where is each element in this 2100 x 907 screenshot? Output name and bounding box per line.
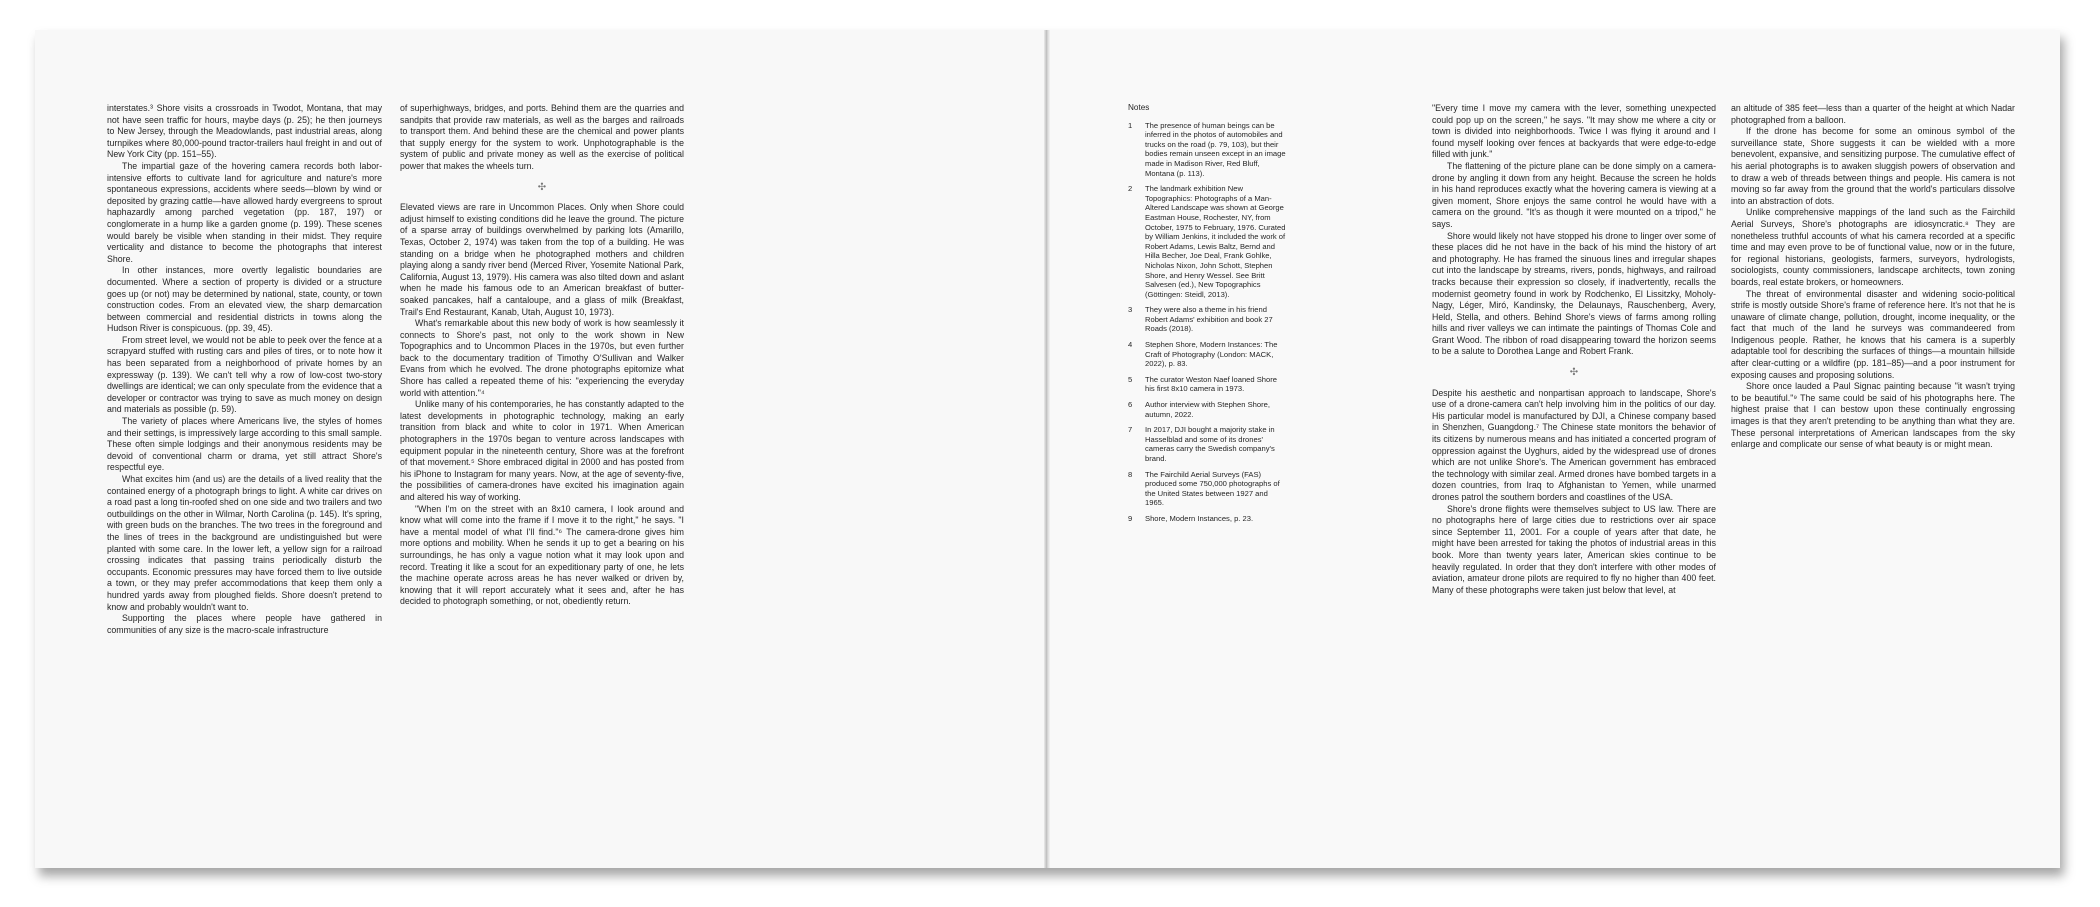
paragraph: The impartial gaze of the hovering camera records both labor-intensive efforts to cultivate land for agriculture and nature's more spontaneous expressions, accidents where seeds—blown by wind or deposited by grazing cattle—have allowed hardy evergreens to sprout haphazardly among parched vegetation (pp. 187, 197) or conglomerate in a hump like a garden gnome (p. 199). These scenes would barely be visible when standing in their midst. They require verticality and distance to become the photographs that interest Shore.: [107, 160, 382, 264]
note-number: 8: [1128, 469, 1133, 479]
note-text: The presence of human beings can be inferred in the photos of automobiles and trucks on the road (p. 79, 103), but their bodies remain unseen except in an image made in Madison River, Red Bluff, Montana (p. 113).: [1145, 120, 1286, 178]
note-item: [1128, 121, 1286, 179]
paragraph: "When I'm on the street with an 8x10 camera, I look around and know what will come into the frame if I move it to the right," he says. "I have a mental model of what I'll find."⁶ The camera-drone gives him more options and mobility. When he sends it up to get a bearing on his surroundings, he has only a vague notion what it may look upon and record. Treating it like a scout for an expeditionary party of one, he lets the machine operate across areas he has never walked or driven by, knowing that it will report accurately what it sees and, after he has decided to photograph something, or not, obediently return.: [400, 503, 684, 607]
book-gutter: [1044, 30, 1050, 868]
paragraph: In other instances, more overtly legalistic boundaries are documented. Where a section of property is divided or a structure goes up (or not) may be determined by national, state, county, or town construction codes. From an elevated view, the sharp demarcation between commercial and residential districts in towns along the Hudson River is conspicuous. (pp. 39, 45).: [107, 265, 382, 334]
note-item: [1128, 375, 1286, 394]
section-ornament: ✣: [537, 181, 547, 193]
note-text: Shore, Modern Instances, p. 23.: [1145, 513, 1254, 523]
paragraph: Despite his aesthetic and nonpartisan approach to landscape, Shore's use of a drone-camera can't help involving him in the politics of our day. His particular model is manufactured by DJI, a Chinese company based in Shenzhen, Guangdong.⁷ The Chinese state monitors the behavior of its citizens by numerous means and has initiated a concerted program of oppression against the Uyghurs, aided by the widespread use of drones which are not unlike Shore's. The American government has embraced the technology with similar zeal. Armed drones have bombed targets in a dozen countries, from Iraq to Afghanistan to Yemen, while unarmed drones patrol the southern borders and coastlines of the USA.: [1432, 387, 1716, 502]
paragraph: Elevated views are rare in Uncommon Places. Only when Shore could adjust himself to existing conditions did he leave the ground. The picture of a sparse array of buildings overwhelmed by parking lots (Amarillo, Texas, October 2, 1974) was taken from the top of a building. He was standing on a bridge when he photographed mothers and children playing along a sandy river bend (Merced River, Yosemite National Park, California, August 13, 1979). His camera was also tilted down and aslant when he made his famous ode to an American breakfast of butter-soaked pancakes, half a cantaloupe, and a glass of milk (Breakfast, Trail's End Restaurant, Kanab, Utah, August 10, 1973).: [400, 202, 684, 317]
paragraph: Supporting the places where people have gathered in communities of any size is the macro-scale infrastructure: [107, 613, 382, 635]
paragraph: of superhighways, bridges, and ports. Behind them are the quarries and sandpits that provide raw materials, as well as the barges and railroads to transport them. And behind these are the chemical and power plants that supply energy for the system to work. Unphotographable is the system of public and private money as well as the exercise of political power that makes the wheels turn.: [400, 103, 684, 171]
paragraph: "Every time I move my camera with the lever, something unexpected could pop up on the screen," he says. "It may show me where a city or town is divided into neighborhoods. Twice I was flying it around and I found myself looking over fences at backyards that were edge-to-edge filled with junk.": [1432, 103, 1716, 160]
paragraph: What excites him (and us) are the details of a lived reality that the contained energy of a photograph brings to light. A white car drives on a road past a long tin-roofed shed on one side and two trailers and two outbuildings on the other in Wilmar, North Carolina (p. 145). It's spring, with green buds on the branches. The two trees in the foreground and the lines of trees in the background are undistinguished but were planted with some care. In the lower left, a yellow sign for a railroad crossing indicates that passing trains periodically disturb the occupants. Economic pressures may have forced them to live outside a town, or they may prefer accommodations that keep them only a hundred yards away from ploughed fields. Shore doesn't pretend to know and probably wouldn't want to.: [107, 474, 382, 612]
note-text: They were also a theme in his friend Robert Adams' exhibition and book 27 Roads (2018).: [1145, 305, 1273, 334]
paragraph: The variety of places where Americans live, the styles of homes and their settings, is impressively large according to this small sample. These often simple lodgings and their anonymous residents may be devoid of conventional charm or drama, yet still attract Shore's respectful eye.: [107, 416, 382, 473]
paragraph: interstates.³ Shore visits a crossroads in Twodot, Montana, that may not have seen traffic for hours, maybe days (p. 25); he then journeys to New Jersey, through the Meadowlands, past industrial areas, along turnpikes where 80,000-pound tractor-trailers haul freight in and out of New York City (pp. 151–55).: [107, 103, 382, 160]
note-item: [1128, 340, 1286, 369]
note-text: The Fairchild Aerial Surveys (FAS) produced some 750,000 photographs of the United States between 1927 and 1965.: [1145, 469, 1280, 508]
left-column-1: [107, 103, 382, 636]
note-number: 7: [1128, 425, 1133, 435]
note-number: 5: [1128, 374, 1133, 384]
note-item: [1128, 470, 1286, 508]
note-item: [1128, 400, 1286, 419]
paragraph: Unlike comprehensive mappings of the land such as the Fairchild Aerial Surveys, Shore's photographs are idiosyncratic.⁸ They are nonetheless truthful accounts of what his camera recorded at a specific time and may even prove to be of functional value, now or in the future, for regional historians, geologists, farmers, surveyors, hydrologists, sociologists, county commissioners, landscape architects, town zoning boards, real estate brokers, or homeowners.: [1731, 207, 2015, 287]
right-column-2: [1731, 103, 2015, 451]
note-text: Author interview with Stephen Shore, autumn, 2022.: [1145, 400, 1270, 419]
paragraph: Shore would likely not have stopped his drone to linger over some of these places did he not have in the back of his mind the history of art and photography. He has framed the sinuous lines and irregular shapes cut into the landscape by streams, rivers, ponds, highways, and railroad tracks because their expression so closely, if inadvertently, recalls the modernist geometry found in work by Rodchenko, El Lissitzky, Moholy-Nagy, Léger, Miró, Kandinsky, the Delaunays, Rauschenberg, Avery, Held, Stella, and others. Behind Shore's views of farms among rolling hills and river valleys we can intimate the paintings of Thomas Cole and Grant Wood. The ribbon of road disappearing toward the horizon seems to be a salute to Dorothea Lange and Robert Frank.: [1432, 230, 1716, 357]
note-text: Stephen Shore, Modern Instances: The Craft of Photography (London: MACK, 2022), p. 83.: [1145, 340, 1278, 369]
note-number: 2: [1128, 184, 1133, 194]
paragraph: Shore once lauded a Paul Signac painting because "it wasn't trying to be beautiful."⁹ The same could be said of his photographs here. The highest praise that I can bestow upon these continually engrossing images is that they aren't pretending to be anything than what they are. These personal interpretations of American landscapes from the sky enlarge and complicate our sense of what beauty is or might mean.: [1731, 381, 2015, 450]
note-text: The curator Weston Naef loaned Shore his first 8x10 camera in 1973.: [1145, 374, 1277, 394]
right-column-1: [1432, 103, 1716, 596]
note-item: [1128, 305, 1286, 334]
note-item: [1128, 184, 1286, 299]
paragraph: The flattening of the picture plane can be done simply on a camera-drone by angling it down from any height. Because the screen he holds in his hand reproduces exactly what the hovering camera is viewing at a given moment, Shore enjoys the same control he would have with a camera on the ground. "It's as though it were mounted on a tripod," he says.: [1432, 160, 1716, 229]
note-text: In 2017, DJI bought a majority stake in Hasselblad and some of its drones' cameras carry the Swedish company's brand.: [1145, 425, 1275, 463]
note-number: 4: [1128, 340, 1133, 350]
note-item: [1128, 514, 1286, 524]
note-text: The landmark exhibition New Topographics: Photographs of a Man-Altered Landscape was shown at George Eastman House, Rochester, NY, from October, 1975 to February, 1976. Curated by William Jenkins, it included the work of Robert Adams, Lewis Baltz, Bernd and Hilla Becher, Joe Deal, Frank Gohlke, Nicholas Nixon, John Schott, Stephen Shore, and Henry Wessel. See Britt Salvesen (ed.), New Topographics (Göttingen: Steidl, 2013).: [1145, 184, 1286, 299]
paragraph: an altitude of 385 feet—less than a quarter of the height at which Nadar photographed from a balloon.: [1731, 103, 2015, 125]
note-number: 6: [1128, 400, 1133, 410]
left-column-2: [400, 103, 684, 608]
paragraph: Shore's drone flights were themselves subject to US law. There are no photographs here of large cities due to restrictions over air space since September 11, 2001. For a couple of years after that date, he might have been arrested for taking the photos of industrial areas in this book. More than twenty years later, American skies continue to be heavily regulated. In order that they don't interfere with other modes of aviation, amateur drone pilots are required to fly no higher than 400 feet. Many of these photographs were taken just below that level, at: [1432, 503, 1716, 595]
paragraph: From street level, we would not be able to peek over the fence at a scrapyard stuffed with rusting cars and piles of tires, or to note how it has been separated from a neighborhood of private homes by an expressway (p. 139). We can't tell why a row of low-cost two-story dwellings are identical; we can only speculate from the evidence that a developer or contractor was trying to save as much money on design and materials as possible (p. 59).: [107, 334, 382, 415]
paragraph: Unlike many of his contemporaries, he has constantly adapted to the latest developments in photographic technology, making an early transition from black and white to color in 1971. When American photographers in the 1970s began to venture across landscapes with equipment popular in the nineteenth century, Shore was at the forefront of that movement.⁵ Shore embraced digital in 2000 and has posted from his iPhone to Instagram for many years. Now, at the age of seventy-five, the possibilities of camera-drones have excited his imagination again and altered his way of working.: [400, 399, 684, 502]
notes-title: Notes: [1128, 103, 1150, 112]
section-ornament: ✣: [1569, 367, 1579, 379]
paragraph: What's remarkable about this new body of work is how seamlessly it connects to Shore's past, not only to the work shown in New Topographics and to Uncommon Places in the 1970s, but even further back to the documentary tradition of Timothy O'Sullivan and Walker Evans from which he evolved. The drone photographs epitomize what Shore has called a repeated theme of his: "experiencing the everyday world with attention."⁴: [400, 318, 684, 398]
note-item: [1128, 425, 1286, 463]
note-number: 9: [1128, 513, 1133, 523]
paragraph: If the drone has become for some an ominous symbol of the surveillance state, Shore suggests it can be wielded with a more benevolent, expansive, and sensitizing purpose. The cumulative effect of his aerial photographs is to awaken sluggish powers of observation and to draw a web of threads between things and people. His camera is not moving so far away from the ground that the world's particulars dissolve into an abstraction of dots.: [1731, 126, 2015, 206]
note-number: 1: [1128, 120, 1133, 130]
note-number: 3: [1128, 305, 1133, 315]
paragraph: The threat of environmental disaster and widening socio-political strife is mostly outside Shore's frame of reference here. It's not that he is unaware of climate change, pollution, drought, income inequality, or the fact that much of the land he surveys was commandeered from Indigenous people. Rather, he knows that his camera is a superbly adaptable tool for describing the surfaces of things—a mountain hillside after clear-cutting or a wildfire (pp. 181–85)—and a poor instrument for exposing causes and proposing solutions.: [1731, 288, 2015, 380]
notes-section: [1128, 103, 1286, 530]
